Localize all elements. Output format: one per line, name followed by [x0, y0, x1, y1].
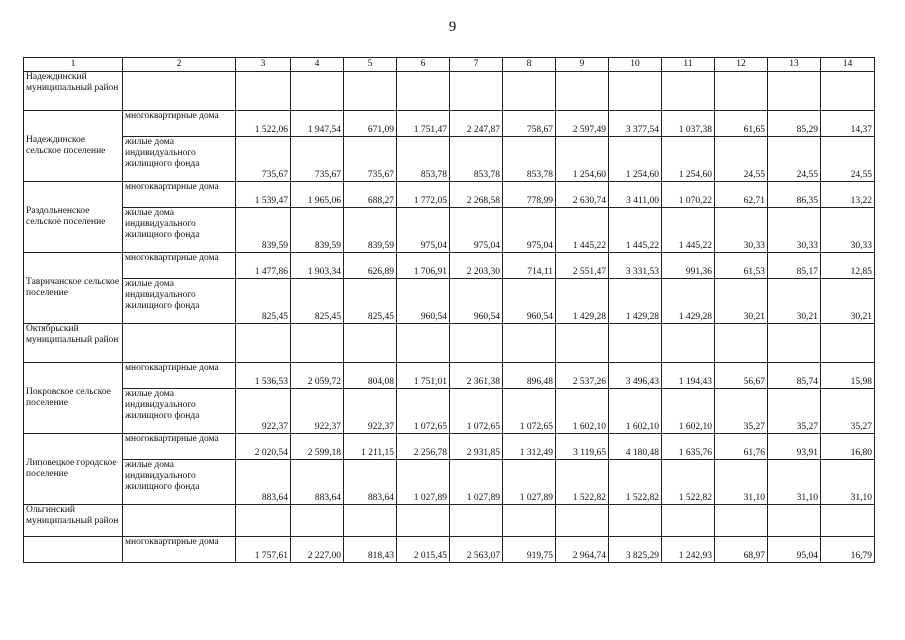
empty-cell — [715, 72, 768, 111]
value-cell: 896,48 — [503, 363, 556, 389]
empty-cell — [236, 324, 291, 363]
value-cell: 2 059,72 — [291, 363, 344, 389]
empty-cell — [662, 324, 715, 363]
value-cell: 1 947,54 — [291, 111, 344, 137]
value-cell: 1 070,22 — [662, 182, 715, 208]
table-row — [24, 182, 875, 208]
value-cell: 825,45 — [236, 279, 291, 324]
empty-cell — [768, 324, 821, 363]
value-cell: 883,64 — [236, 460, 291, 505]
value-cell: 975,04 — [503, 208, 556, 253]
value-cell: 1 072,65 — [397, 389, 450, 434]
region-name: Ольгинский муниципальный район — [24, 505, 123, 537]
value-cell: 30,33 — [821, 208, 875, 253]
value-cell: 4 180,48 — [609, 434, 662, 460]
table-row — [24, 363, 875, 389]
value-cell: 1 072,65 — [450, 389, 503, 434]
value-cell: 960,54 — [450, 279, 503, 324]
empty-cell — [450, 505, 503, 537]
value-cell: 975,04 — [397, 208, 450, 253]
value-cell: 1 536,53 — [236, 363, 291, 389]
value-cell: 61,76 — [715, 434, 768, 460]
value-cell: 758,67 — [503, 111, 556, 137]
value-cell: 1 965,06 — [291, 182, 344, 208]
value-cell: 85,29 — [768, 111, 821, 137]
column-header: 10 — [609, 58, 662, 72]
column-header: 3 — [236, 58, 291, 72]
value-cell: 2 597,49 — [556, 111, 609, 137]
column-header: 4 — [291, 58, 344, 72]
empty-cell — [291, 505, 344, 537]
value-cell: 24,55 — [715, 137, 768, 182]
value-cell: 1 027,89 — [503, 460, 556, 505]
region-name: Надеждинский муниципальный район — [24, 72, 123, 111]
value-cell: 1 602,10 — [556, 389, 609, 434]
value-cell: 919,75 — [503, 537, 556, 563]
value-cell: 35,27 — [821, 389, 875, 434]
value-cell: 1 751,01 — [397, 363, 450, 389]
value-cell: 93,91 — [768, 434, 821, 460]
empty-cell — [821, 324, 875, 363]
value-cell: 883,64 — [291, 460, 344, 505]
value-cell: 3 496,43 — [609, 363, 662, 389]
housing-type: жилые дома индивидуального жилищного фонда — [123, 208, 236, 253]
value-cell: 818,43 — [344, 537, 397, 563]
value-cell: 825,45 — [291, 279, 344, 324]
empty-cell — [344, 324, 397, 363]
value-cell: 1 254,60 — [662, 137, 715, 182]
value-cell: 1 602,10 — [662, 389, 715, 434]
empty-cell — [662, 72, 715, 111]
value-cell: 2 361,38 — [450, 363, 503, 389]
empty-cell — [397, 72, 450, 111]
region-row — [24, 72, 875, 111]
value-cell: 2 020,54 — [236, 434, 291, 460]
value-cell: 1 522,82 — [662, 460, 715, 505]
value-cell: 2 227,00 — [291, 537, 344, 563]
value-cell: 1 635,76 — [662, 434, 715, 460]
column-header: 11 — [662, 58, 715, 72]
column-header: 2 — [123, 58, 236, 72]
table-row — [24, 208, 875, 253]
empty-cell — [291, 324, 344, 363]
value-cell: 1 254,60 — [609, 137, 662, 182]
value-cell: 991,36 — [662, 253, 715, 279]
value-cell: 15,98 — [821, 363, 875, 389]
value-cell: 30,33 — [768, 208, 821, 253]
value-cell: 95,04 — [768, 537, 821, 563]
value-cell: 1 429,28 — [662, 279, 715, 324]
value-cell: 688,27 — [344, 182, 397, 208]
value-cell: 922,37 — [344, 389, 397, 434]
value-cell: 1 539,47 — [236, 182, 291, 208]
value-cell: 16,79 — [821, 537, 875, 563]
table-row — [24, 389, 875, 434]
value-cell: 35,27 — [768, 389, 821, 434]
value-cell: 3 825,29 — [609, 537, 662, 563]
value-cell: 14,37 — [821, 111, 875, 137]
value-cell: 1 903,34 — [291, 253, 344, 279]
empty-cell — [821, 505, 875, 537]
value-cell: 2 015,45 — [397, 537, 450, 563]
empty-cell — [291, 72, 344, 111]
value-cell: 31,10 — [768, 460, 821, 505]
value-cell: 883,64 — [344, 460, 397, 505]
value-cell: 975,04 — [450, 208, 503, 253]
column-header: 6 — [397, 58, 450, 72]
empty-cell — [503, 324, 556, 363]
value-cell: 12,85 — [821, 253, 875, 279]
value-cell: 1 445,22 — [556, 208, 609, 253]
value-cell: 714,11 — [503, 253, 556, 279]
value-cell: 1 072,65 — [503, 389, 556, 434]
empty-cell — [450, 324, 503, 363]
value-cell: 3 331,53 — [609, 253, 662, 279]
column-header: 14 — [821, 58, 875, 72]
empty-cell — [344, 505, 397, 537]
empty-cell — [503, 505, 556, 537]
empty-cell — [344, 72, 397, 111]
value-cell: 2 268,58 — [450, 182, 503, 208]
value-cell: 804,08 — [344, 363, 397, 389]
value-cell: 1 312,49 — [503, 434, 556, 460]
value-cell: 1 751,47 — [397, 111, 450, 137]
column-header: 13 — [768, 58, 821, 72]
empty-cell — [609, 505, 662, 537]
empty-cell — [556, 324, 609, 363]
value-cell: 839,59 — [236, 208, 291, 253]
value-cell: 1 706,91 — [397, 253, 450, 279]
empty-cell — [609, 72, 662, 111]
value-cell: 922,37 — [236, 389, 291, 434]
value-cell: 960,54 — [503, 279, 556, 324]
value-cell: 30,21 — [768, 279, 821, 324]
value-cell: 1 429,28 — [556, 279, 609, 324]
column-header: 8 — [503, 58, 556, 72]
value-cell: 839,59 — [291, 208, 344, 253]
column-header: 9 — [556, 58, 609, 72]
housing-type: многоквартирные дома — [123, 111, 236, 137]
value-cell: 13,22 — [821, 182, 875, 208]
value-cell: 1 757,61 — [236, 537, 291, 563]
value-cell: 86,35 — [768, 182, 821, 208]
column-header: 12 — [715, 58, 768, 72]
table-row — [24, 434, 875, 460]
value-cell: 16,80 — [821, 434, 875, 460]
empty-cell — [450, 72, 503, 111]
value-cell: 2 551,47 — [556, 253, 609, 279]
empty-cell — [768, 505, 821, 537]
value-cell: 24,55 — [768, 137, 821, 182]
settlement-name: Липовецкое городское поселение — [24, 434, 123, 505]
value-cell: 3 377,54 — [609, 111, 662, 137]
value-cell: 1 254,60 — [556, 137, 609, 182]
value-cell: 735,67 — [236, 137, 291, 182]
value-cell: 1 242,93 — [662, 537, 715, 563]
settlement-name — [24, 537, 123, 563]
region-row — [24, 505, 875, 537]
value-cell: 778,99 — [503, 182, 556, 208]
value-cell: 735,67 — [344, 137, 397, 182]
empty-cell — [503, 72, 556, 111]
value-cell: 1 194,43 — [662, 363, 715, 389]
housing-type: многоквартирные дома — [123, 253, 236, 279]
region-name: Октябрьский муниципальный район — [24, 324, 123, 363]
empty-cell — [609, 324, 662, 363]
value-cell: 2 563,07 — [450, 537, 503, 563]
settlement-name: Раздольненское сельское поселение — [24, 182, 123, 253]
settlement-name: Покровское сельское поселение — [24, 363, 123, 434]
value-cell: 2 599,18 — [291, 434, 344, 460]
housing-type: жилые дома индивидуального жилищного фонда — [123, 279, 236, 324]
value-cell: 2 256,78 — [397, 434, 450, 460]
value-cell: 671,09 — [344, 111, 397, 137]
value-cell: 1 445,22 — [609, 208, 662, 253]
empty-cell — [397, 324, 450, 363]
value-cell: 853,78 — [397, 137, 450, 182]
housing-type: жилые дома индивидуального жилищного фонда — [123, 389, 236, 434]
value-cell: 1 445,22 — [662, 208, 715, 253]
value-cell: 2 931,85 — [450, 434, 503, 460]
value-cell: 1 477,86 — [236, 253, 291, 279]
empty-cell — [236, 72, 291, 111]
value-cell: 735,67 — [291, 137, 344, 182]
value-cell: 62,71 — [715, 182, 768, 208]
column-header: 5 — [344, 58, 397, 72]
value-cell: 1 772,05 — [397, 182, 450, 208]
housing-type: многоквартирные дома — [123, 537, 236, 563]
value-cell: 1 027,89 — [397, 460, 450, 505]
column-header: 1 — [24, 58, 123, 72]
value-cell: 30,33 — [715, 208, 768, 253]
value-cell: 1 211,15 — [344, 434, 397, 460]
value-cell: 31,10 — [821, 460, 875, 505]
housing-type: многоквартирные дома — [123, 363, 236, 389]
value-cell: 30,21 — [715, 279, 768, 324]
value-cell: 35,27 — [715, 389, 768, 434]
empty-cell — [768, 72, 821, 111]
value-cell: 839,59 — [344, 208, 397, 253]
value-cell: 1 522,82 — [556, 460, 609, 505]
value-cell: 1 037,38 — [662, 111, 715, 137]
housing-type: многоквартирные дома — [123, 182, 236, 208]
table-row — [24, 111, 875, 137]
housing-type: многоквартирные дома — [123, 434, 236, 460]
value-cell: 3 411,00 — [609, 182, 662, 208]
empty-cell — [556, 505, 609, 537]
value-cell: 2 247,87 — [450, 111, 503, 137]
value-cell: 31,10 — [715, 460, 768, 505]
empty-cell — [123, 324, 236, 363]
value-cell: 2 203,30 — [450, 253, 503, 279]
value-cell: 24,55 — [821, 137, 875, 182]
table-row — [24, 460, 875, 505]
empty-cell — [821, 72, 875, 111]
settlement-name: Тавричанское сельское поселение — [24, 253, 123, 324]
value-cell: 2 964,74 — [556, 537, 609, 563]
housing-type: жилые дома индивидуального жилищного фонда — [123, 460, 236, 505]
value-cell: 2 537,26 — [556, 363, 609, 389]
empty-cell — [556, 72, 609, 111]
empty-cell — [715, 324, 768, 363]
tariff-table — [23, 57, 875, 563]
value-cell: 853,78 — [450, 137, 503, 182]
value-cell: 56,67 — [715, 363, 768, 389]
value-cell: 61,53 — [715, 253, 768, 279]
region-row — [24, 324, 875, 363]
value-cell: 30,21 — [821, 279, 875, 324]
empty-cell — [397, 505, 450, 537]
housing-type: жилые дома индивидуального жилищного фонда — [123, 137, 236, 182]
column-header: 7 — [450, 58, 503, 72]
settlement-name: Надеждинское сельское поселение — [24, 111, 123, 182]
empty-cell — [123, 72, 236, 111]
value-cell: 626,89 — [344, 253, 397, 279]
value-cell: 2 630,74 — [556, 182, 609, 208]
value-cell: 1 602,10 — [609, 389, 662, 434]
value-cell: 3 119,65 — [556, 434, 609, 460]
value-cell: 1 429,28 — [609, 279, 662, 324]
empty-cell — [715, 505, 768, 537]
empty-cell — [123, 505, 236, 537]
empty-cell — [236, 505, 291, 537]
table-row — [24, 279, 875, 324]
value-cell: 85,74 — [768, 363, 821, 389]
table-row — [24, 137, 875, 182]
value-cell: 922,37 — [291, 389, 344, 434]
value-cell: 68,97 — [715, 537, 768, 563]
header-row — [24, 58, 875, 72]
value-cell: 1 027,89 — [450, 460, 503, 505]
value-cell: 1 522,06 — [236, 111, 291, 137]
table-row — [24, 537, 875, 563]
value-cell: 853,78 — [503, 137, 556, 182]
value-cell: 825,45 — [344, 279, 397, 324]
value-cell: 85,17 — [768, 253, 821, 279]
empty-cell — [662, 505, 715, 537]
page-number: 9 — [448, 19, 457, 35]
value-cell: 61,65 — [715, 111, 768, 137]
value-cell: 1 522,82 — [609, 460, 662, 505]
value-cell: 960,54 — [397, 279, 450, 324]
table-row — [24, 253, 875, 279]
